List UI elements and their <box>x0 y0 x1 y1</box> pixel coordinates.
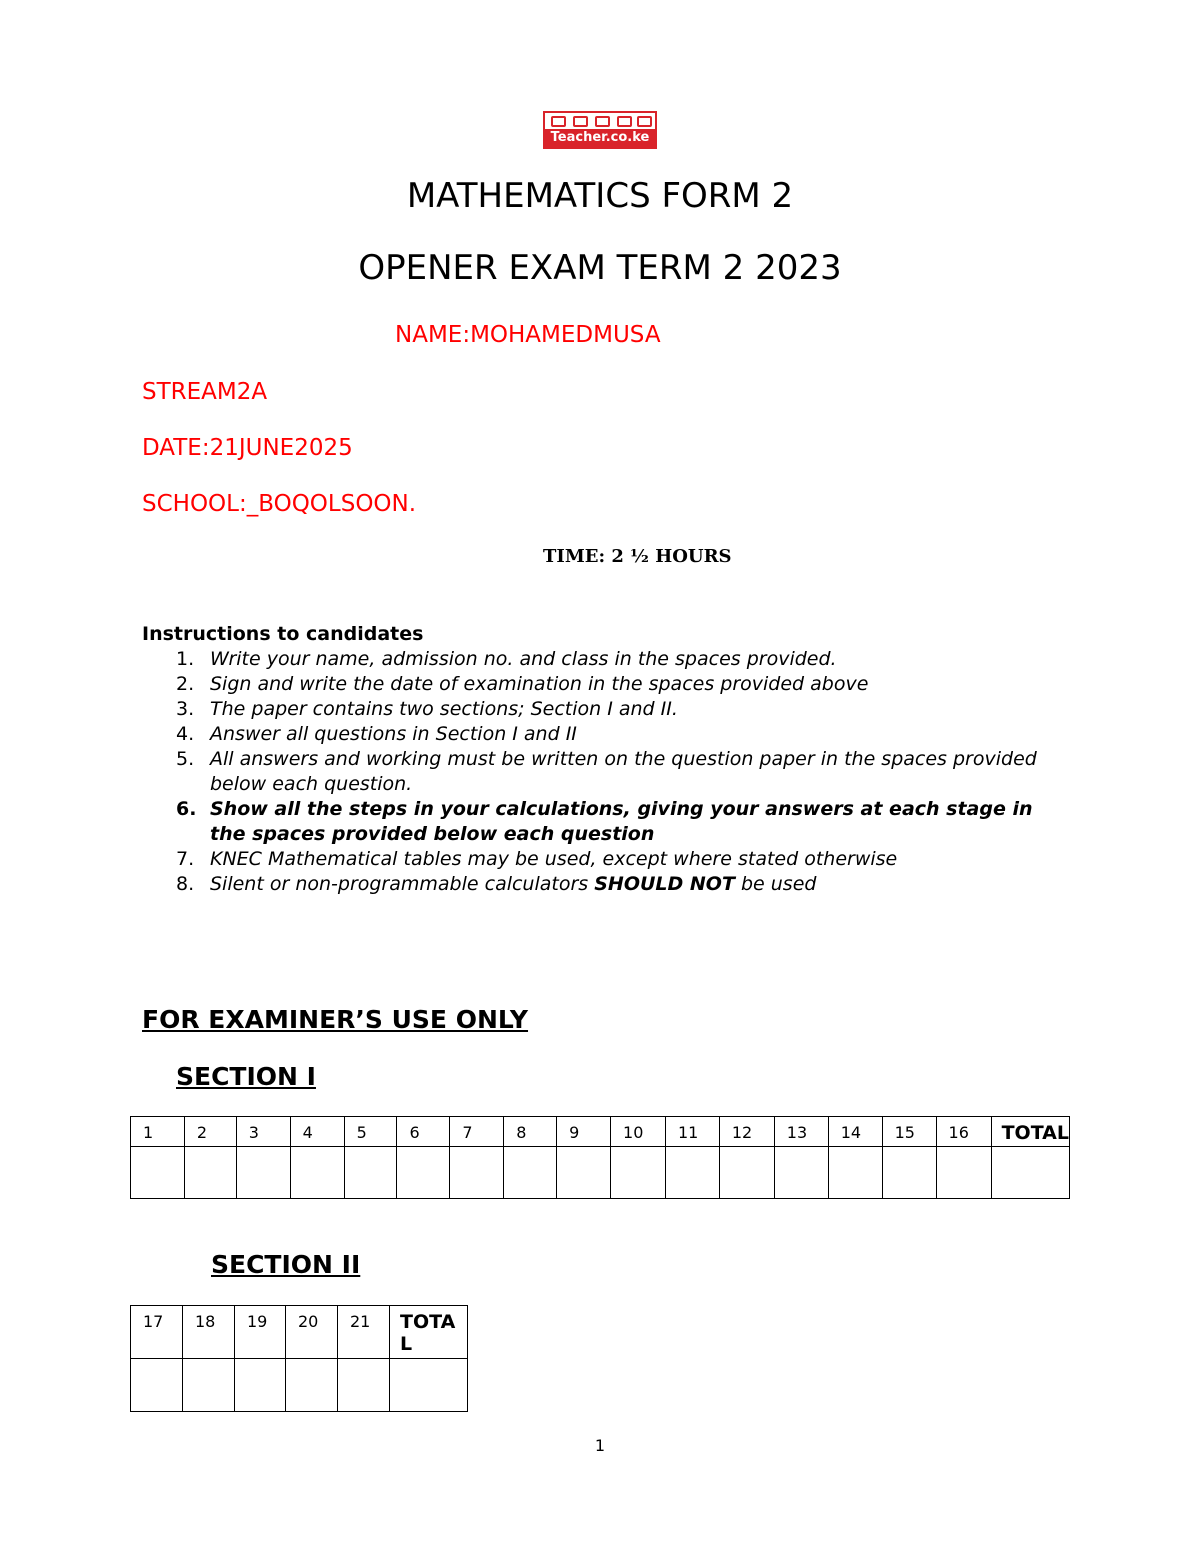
question-number-cell: 7 <box>450 1117 504 1147</box>
score-cell[interactable] <box>882 1147 936 1199</box>
section-2-heading: SECTION II <box>211 1250 361 1279</box>
table-header-row <box>131 1306 468 1359</box>
instruction-item: 3. The paper contains two sections; Section I and II. <box>176 698 678 720</box>
question-number-cell: 2 <box>184 1117 236 1147</box>
section-1-heading: SECTION I <box>176 1062 316 1091</box>
instructions-list <box>142 647 1062 897</box>
question-number-cell: 3 <box>236 1117 290 1147</box>
question-number-cell: 14 <box>828 1117 882 1147</box>
score-cell[interactable] <box>338 1359 390 1412</box>
score-cell[interactable] <box>397 1147 450 1199</box>
logo-wordmark: Teacher.co.ke <box>545 129 655 147</box>
question-number-cell: 16 <box>936 1117 991 1147</box>
question-number-cell: 21 <box>338 1306 390 1359</box>
question-number-cell: 4 <box>290 1117 344 1147</box>
question-number-cell: 13 <box>774 1117 828 1147</box>
question-number-cell: 9 <box>557 1117 611 1147</box>
score-cell[interactable] <box>611 1147 666 1199</box>
question-number-cell: 18 <box>183 1306 235 1359</box>
instruction-item: 1. Write your name, admission no. and class in the spaces provided. <box>176 648 837 670</box>
candidate-stream: STREAM2A <box>142 379 268 405</box>
score-cell[interactable] <box>344 1147 397 1199</box>
question-number-cell: 20 <box>286 1306 338 1359</box>
question-number-cell: 19 <box>235 1306 286 1359</box>
score-cell[interactable] <box>774 1147 828 1199</box>
score-cell[interactable] <box>131 1147 185 1199</box>
score-cell[interactable] <box>184 1147 236 1199</box>
score-cell[interactable] <box>286 1359 338 1412</box>
section-1-score-table <box>130 1116 1070 1199</box>
score-cell[interactable] <box>719 1147 774 1199</box>
exam-title: MATHEMATICS FORM 2 <box>406 176 794 216</box>
question-number-cell: 11 <box>665 1117 719 1147</box>
question-number-cell: 1 <box>131 1117 185 1147</box>
question-number-cell: 17 <box>131 1306 183 1359</box>
score-cell[interactable] <box>290 1147 344 1199</box>
instruction-item: 4. Answer all questions in Section I and II <box>176 723 577 745</box>
score-entry-row <box>131 1359 468 1412</box>
score-cell[interactable] <box>665 1147 719 1199</box>
teacher-co-ke-logo <box>543 111 657 149</box>
question-number-cell: 8 <box>504 1117 557 1147</box>
question-number-cell: 12 <box>719 1117 774 1147</box>
instruction-item: 8. Silent or non-programmable calculators SHOULD NOT be used <box>176 873 817 895</box>
score-cell[interactable] <box>236 1147 290 1199</box>
score-cell[interactable] <box>235 1359 286 1412</box>
total-header-cell: TOTA L <box>390 1306 468 1359</box>
score-cell[interactable] <box>183 1359 235 1412</box>
question-number-cell: 10 <box>611 1117 666 1147</box>
instruction-item: 2. Sign and write the date of examination in the spaces provided above <box>176 673 869 695</box>
instruction-item: 7. KNEC Mathematical tables may be used, except where stated otherwise <box>176 848 898 870</box>
score-entry-row <box>131 1147 1070 1199</box>
score-cell[interactable] <box>828 1147 882 1199</box>
total-header-cell: TOTAL <box>991 1117 1069 1147</box>
exam-date: DATE:21JUNE2025 <box>142 435 353 461</box>
score-cell[interactable] <box>504 1147 557 1199</box>
score-cell[interactable] <box>557 1147 611 1199</box>
score-cell[interactable] <box>936 1147 991 1199</box>
instructions-heading: Instructions to candidates <box>142 623 424 645</box>
section-2-score-table <box>130 1305 468 1412</box>
page-number: 1 <box>594 1436 606 1455</box>
instruction-item: 6. Show all the steps in your calculations, giving your answers at each stage in the spaces provided below each question <box>176 798 1033 845</box>
candidate-name: NAME:MOHAMEDMUSA <box>395 322 661 348</box>
exam-subtitle: OPENER EXAM TERM 2 2023 <box>358 248 842 288</box>
total-score-cell[interactable] <box>390 1359 468 1412</box>
score-cell[interactable] <box>131 1359 183 1412</box>
score-cell[interactable] <box>450 1147 504 1199</box>
table-header-row <box>131 1117 1070 1147</box>
logo-icon <box>549 116 651 129</box>
examiner-heading: FOR EXAMINER’S USE ONLY <box>142 1005 529 1034</box>
question-number-cell: 5 <box>344 1117 397 1147</box>
school-name: SCHOOL:_BOQOLSOON. <box>142 491 417 517</box>
question-number-cell: 15 <box>882 1117 936 1147</box>
exam-duration: TIME: 2 ½ HOURS <box>543 546 732 567</box>
instruction-item: 5. All answers and working must be written on the question paper in the spaces provided below each question. <box>176 748 1037 795</box>
total-score-cell[interactable] <box>991 1147 1069 1199</box>
question-number-cell: 6 <box>397 1117 450 1147</box>
